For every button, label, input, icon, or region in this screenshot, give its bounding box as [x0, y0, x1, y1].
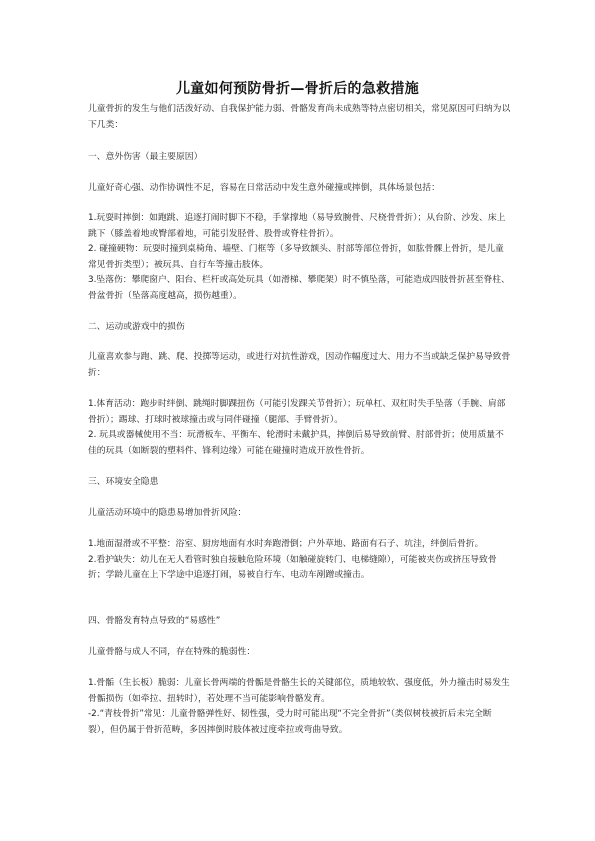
list-item: 1.骨骺（生长板）脆弱：儿童长骨两端的骨骺是骨骼生长的关键部位，质地较软、强度低，外力撞击时易发生骨骺损伤（如牵拉、扭转时），若处理不当可能影响骨骼发育。: [88, 678, 510, 704]
list-item: 2. 碰撞硬物：玩耍时撞到桌椅角、墙壁、门框等（多导致额头、肘部等部位骨折，如肱骨髁上骨折，是儿童常见骨折类型）；被玩具、自行车等撞击肢体。: [88, 244, 504, 270]
section-1-lead: 儿童好奇心强、动作协调性不足，容易在日常活动中发生意外碰撞或摔倒，具体场景包括：: [88, 183, 440, 193]
list-item: 2.看护缺失：幼儿在无人看管时独自接触危险环境（如触碰旋转门、电梯缝隙），可能被夹伤或挤压导致骨折；学龄儿童在上下学途中追逐打闹，易被自行车、电动车剐蹭或撞击。: [88, 554, 497, 580]
section-1-list: [88, 211, 512, 304]
list-item: 3.坠落伤：攀爬窗户、阳台、栏杆或高处玩具（如滑梯、攀爬架）时不慎坠落，可能造成四肢骨折甚至脊柱、骨盆骨折（坠落高度越高，损伤越重）。: [88, 275, 510, 301]
list-item: 1.玩耍时摔倒：如跑跳、追逐打闹时脚下不稳，手掌撑地（易导致腕骨、尺桡骨骨折）；从台阶、沙发、床上跳下（膝盖着地或臀部着地，可能引发胫骨、股骨或脊柱骨折）。: [88, 213, 506, 239]
section-2-heading: 二、运动或游戏中的损伤: [88, 322, 185, 332]
section-3-heading: 三、环境安全隐患: [88, 477, 159, 487]
page-title: 儿童如何预防骨折—骨折后的急救措施: [175, 81, 420, 97]
list-item: 1.地面湿滑或不平整：浴室、厨房地面有水时奔跑滑倒；户外草地、路面有石子、坑洼，绊倒后骨折。: [88, 539, 484, 549]
section-2-lead: 儿童喜欢参与跑、跳、爬、投掷等运动，或进行对抗性游戏，因动作幅度过大、用力不当或缺乏保护易导致骨折：: [88, 352, 511, 378]
list-item: -2.“青枝骨折”常见：儿童骨骼弹性好、韧性强，受力时可能出现“不完全骨折”（类似树枝被折后未完全断裂），但仍属于骨折范畴，多因摔倒时肢体被过度牵拉或弯曲导致。: [88, 709, 492, 735]
section-3-list: [88, 537, 512, 584]
section-3-lead: 儿童活动环境中的隐患易增加骨折风险：: [88, 508, 247, 518]
section-4-lead: 儿童骨骼与成人不同，存在特殊的脆弱性：: [88, 647, 256, 657]
intro-paragraph: 儿童骨折的发生与他们活泼好动、自我保护能力弱、骨骼发育尚未成熟等特点密切相关，常见原因可归纳为以下几类：: [88, 104, 511, 130]
section-4-heading: 四、骨骼发育特点导致的“易感性”: [88, 616, 221, 626]
list-item: 2. 玩具或器械使用不当：玩滑板车、平衡车、轮滑时未戴护具，摔倒后易导致前臂、肘部骨折；使用质量不佳的玩具（如断裂的塑料件、锋利边缘）可能在碰撞时造成开放性骨折。: [88, 430, 504, 456]
list-item: 1.体育活动：跑步时绊倒、跳绳时脚踝扭伤（可能引发踝关节骨折）；玩单杠、双杠时失手坠落（手腕、肩部骨折）；踢球、打球时被球撞击或与同伴碰撞（腿部、手臂骨折）。: [88, 399, 506, 425]
section-4-list: [88, 676, 512, 738]
section-2-list: [88, 397, 512, 459]
section-1-heading: 一、意外伤害（最主要原因）: [88, 152, 203, 162]
